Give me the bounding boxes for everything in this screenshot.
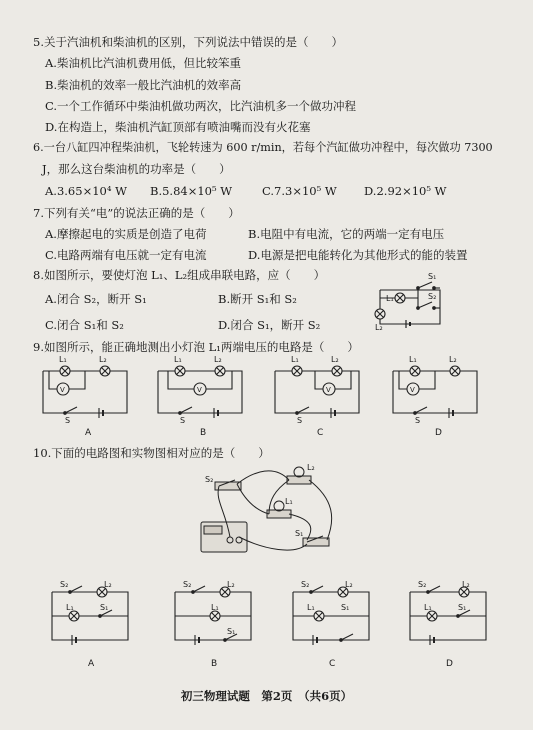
q7-option-d: D.电源是把电能转化为其他形式的能的装置 <box>248 248 468 262</box>
q8-label-s1: S₁ <box>428 272 437 281</box>
q9-circuit-a <box>35 355 135 445</box>
q7-stem: 7.下列有关“电”的说法正确的是（ ） <box>33 206 240 220</box>
q10-real-circuit-diagram <box>195 460 355 580</box>
q9-label-s: S <box>415 416 421 425</box>
q9-label-l1: L₁ <box>291 355 299 364</box>
q9-option-letter: B <box>200 428 207 438</box>
q10-option-circuit-d <box>400 578 500 674</box>
q10-label-l2: L₂ <box>104 580 112 589</box>
q10-label-s1: S₁ <box>227 627 236 636</box>
q10-option-circuit-c <box>283 578 383 674</box>
q9-label-l1: L₁ <box>59 355 67 364</box>
q9-label-l2: L₂ <box>331 355 339 364</box>
q9-label-l1: L₁ <box>174 355 182 364</box>
q6-option-d: D.2.92×10⁵ W <box>364 184 447 198</box>
q10-stem: 10.下面的电路图和实物图相对应的是（ ） <box>33 446 270 460</box>
q10-label-s1: S₁ <box>341 603 350 612</box>
q10-option-circuit-a <box>42 578 142 674</box>
q10-option-circuit-b <box>165 578 265 674</box>
q10-label-l2: L₂ <box>462 580 470 589</box>
q6-stem-line1: 6.一台八缸四冲程柴油机，飞轮转速为 600 r/min，若每个汽缸做功冲程中，每次做功 7300 <box>33 141 493 154</box>
q10-label-s1: S₁ <box>458 603 467 612</box>
q9-option-letter: A <box>85 428 92 438</box>
q10-option-letter: C <box>329 659 336 669</box>
q8-label-l1: L₁ <box>386 294 394 303</box>
q8-option-c: C.闭合 S₁和 S₂ <box>45 318 124 332</box>
q10-real-label-l1: L₁ <box>285 497 293 506</box>
q8-circuit-diagram <box>360 268 470 334</box>
q10-option-letter: A <box>88 659 95 669</box>
q8-option-a: A.闭合 S₂，断开 S₁ <box>45 292 147 306</box>
q10-label-l1: L₁ <box>66 603 74 612</box>
q10-label-l1: L₁ <box>307 603 315 612</box>
q7-option-c: C.电路两端有电压就一定有电流 <box>45 248 207 262</box>
q9-label-s: S <box>65 416 71 425</box>
q10-label-l1: L₁ <box>424 603 432 612</box>
q9-label-v: V <box>197 386 202 394</box>
q10-option-letter: B <box>211 659 218 669</box>
q9-circuit-c <box>267 355 367 445</box>
q10-label-s1: S₁ <box>100 603 109 612</box>
q9-circuit-b <box>150 355 250 445</box>
q5-option-c: C.一个工作循环中柴油机做功两次，比汽油机多一个做功冲程 <box>45 99 357 113</box>
q10-label-s2: S₂ <box>418 580 427 589</box>
q9-option-letter: C <box>317 428 324 438</box>
q9-label-v: V <box>326 386 331 394</box>
q10-option-letter: D <box>446 659 453 669</box>
q9-option-letter: D <box>435 428 442 438</box>
q9-label-l2: L₂ <box>214 355 222 364</box>
q8-label-l2: L₂ <box>375 323 383 332</box>
q5-option-b: B.柴油机的效率一般比汽油机的效率高 <box>45 78 242 92</box>
q10-label-l2: L₂ <box>227 580 235 589</box>
q9-label-l2: L₂ <box>99 355 107 364</box>
q10-real-label-l2: L₂ <box>307 463 315 472</box>
q6-option-a: A.3.65×10⁴ W <box>45 184 127 198</box>
q9-label-l2: L₂ <box>449 355 457 364</box>
q8-label-s2: S₂ <box>428 292 437 301</box>
q8-stem: 8.如图所示，要使灯泡 L₁、L₂组成串联电路，应（ ） <box>33 268 326 282</box>
q9-stem: 9.如图所示，能正确地测出小灯泡 L₁两端电压的电路是（ ） <box>33 340 359 354</box>
q5-option-a: A.柴油机比汽油机费用低，但比较笨重 <box>45 56 241 70</box>
q10-label-s2: S₂ <box>301 580 310 589</box>
q10-label-l1: L₁ <box>211 603 219 612</box>
q6-stem-line2: J，那么这台柴油机的功率是（ ） <box>42 162 231 176</box>
q10-label-l2: L₂ <box>345 580 353 589</box>
q5-option-d: D.在构造上，柴油机汽缸顶部有喷油嘴而没有火花塞 <box>45 120 311 134</box>
q5-stem: 5.关于汽油机和柴油机的区别，下列说法中错误的是（ ） <box>33 35 343 49</box>
q10-real-label-s1: S₁ <box>295 529 304 538</box>
q10-label-s2: S₂ <box>183 580 192 589</box>
q7-option-b: B.电阻中有电流，它的两端一定有电压 <box>248 227 445 241</box>
page-footer: 初三物理试题 第2页 （共6页） <box>180 689 353 703</box>
q9-label-v: V <box>60 386 65 394</box>
q9-label-s: S <box>297 416 303 425</box>
q9-label-s: S <box>180 416 186 425</box>
q10-real-label-s2: S₂ <box>205 475 214 484</box>
q6-option-b: B.5.84×10⁵ W <box>150 184 233 198</box>
q7-option-a: A.摩擦起电的实质是创造了电荷 <box>45 227 207 241</box>
q9-circuit-d <box>385 355 485 445</box>
q8-option-d: D.闭合 S₁，断开 S₂ <box>218 318 321 332</box>
q10-label-s2: S₂ <box>60 580 69 589</box>
q6-option-c: C.7.3×10⁵ W <box>262 184 337 198</box>
q8-option-b: B.断开 S₁和 S₂ <box>218 292 297 306</box>
q9-label-l1: L₁ <box>409 355 417 364</box>
q9-label-v: V <box>410 386 415 394</box>
